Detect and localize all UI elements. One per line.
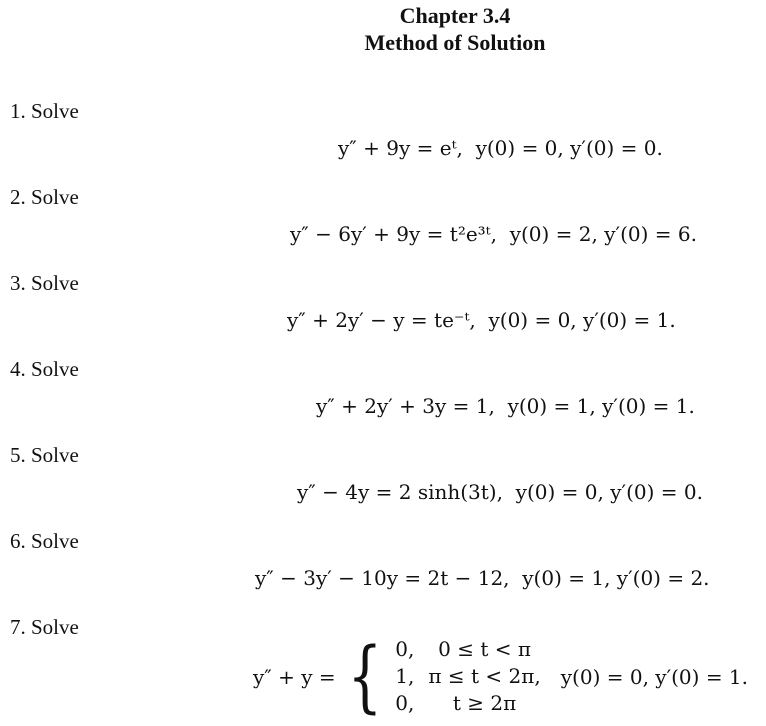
case-value: 0, (395, 637, 415, 661)
problem-6-label: 6. Solve (10, 529, 79, 553)
problem-6-equation: y″ − 3y′ − 10y = 2t − 12, y(0) = 1, y′(0) = 2. (255, 566, 710, 590)
problem-2-label: 2. Solve (10, 185, 79, 209)
left-brace-icon: { (347, 631, 382, 722)
problem-7-equation (253, 631, 749, 722)
problem-1-label: 1. Solve (10, 99, 79, 123)
problem-2-equation: y″ − 6y′ + 9y = t²e³ᵗ, y(0) = 2, y′(0) = 6. (290, 222, 697, 246)
case-condition: π ≤ t < 2π, (428, 664, 541, 688)
problem-5-equation: y″ − 4y = 2 sinh(3t), y(0) = 0, y′(0) = 0. (297, 480, 703, 504)
problem-4-equation: y″ + 2y′ + 3y = 1, y(0) = 1, y′(0) = 1. (316, 394, 695, 418)
case-condition: 0 ≤ t < π (438, 637, 531, 661)
section-title: Method of Solution (364, 30, 546, 55)
case-value: 1, (395, 664, 415, 688)
piecewise-lhs: y″ + y = (253, 664, 336, 689)
problem-3-equation: y″ + 2y′ − y = te⁻ᵗ, y(0) = 0, y′(0) = 1. (287, 308, 676, 332)
initial-conditions: y(0) = 0, y′(0) = 1. (560, 664, 749, 689)
case-condition: t ≥ 2π (452, 691, 517, 715)
case-value: 0, (395, 691, 415, 715)
problem-3-label: 3. Solve (10, 271, 79, 295)
piecewise-cases (395, 636, 540, 717)
problem-5-label: 5. Solve (10, 443, 79, 467)
problem-1-equation: y″ + 9y = eᵗ, y(0) = 0, y′(0) = 0. (338, 136, 663, 160)
problem-7-label: 7. Solve (10, 615, 79, 639)
problem-4-label: 4. Solve (10, 357, 79, 381)
chapter-title: Chapter 3.4 (399, 3, 511, 28)
